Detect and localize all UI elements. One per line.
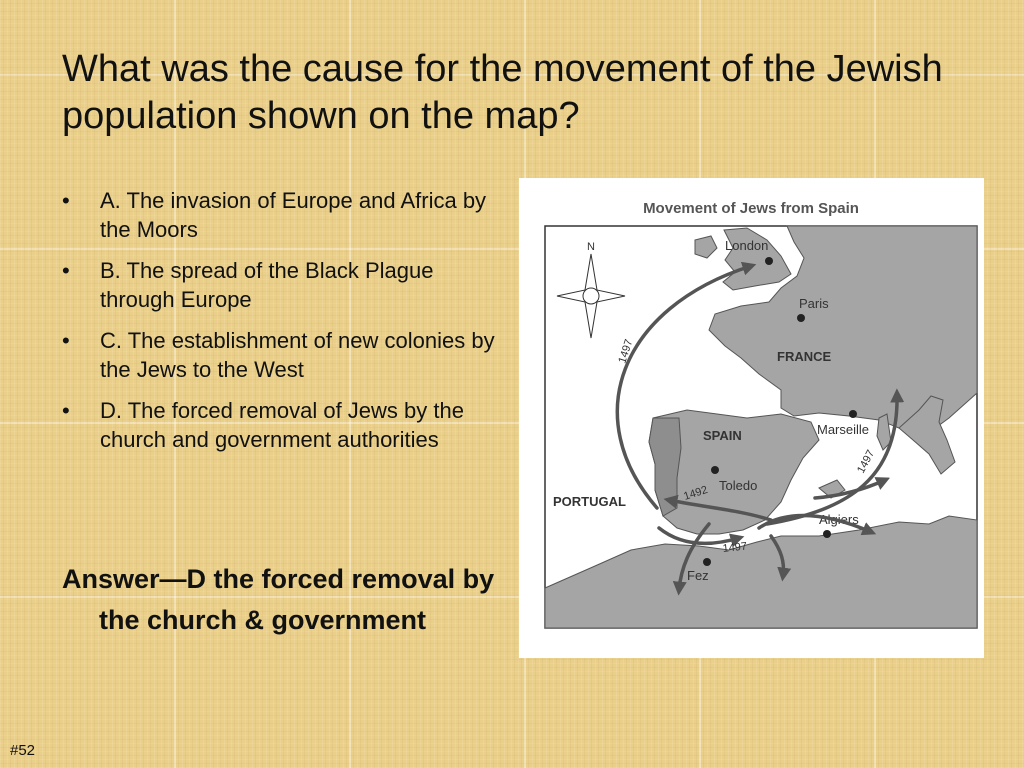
bullet: • — [62, 328, 70, 353]
bullet: • — [62, 398, 70, 423]
label-marseille: Marseille — [817, 422, 870, 437]
label-fez: Fez — [687, 568, 709, 583]
slide-number: #52 — [10, 742, 36, 759]
label-algiers: Algiers — [819, 512, 859, 527]
option-d — [62, 396, 502, 454]
label-portugal: PORTUGAL — [553, 494, 626, 509]
year-to-algiers: 1497 — [722, 540, 748, 555]
option-c-text: C. The establishment of new colonies by the Jews to the West — [100, 328, 495, 382]
option-b — [62, 256, 502, 314]
label-paris: Paris — [799, 296, 829, 311]
label-toledo: Toledo — [719, 478, 758, 493]
option-a-text: A. The invasion of Europe and Africa by the Moors — [100, 188, 487, 242]
answer-options-list — [62, 186, 502, 466]
map-figure — [519, 178, 984, 658]
answer-text: Answer—D the forced removal by the church & government — [62, 564, 495, 635]
label-france: FRANCE — [777, 349, 832, 364]
option-c — [62, 326, 502, 384]
option-b-text: B. The spread of the Black Plague through Europe — [100, 258, 434, 312]
compass-north-label: N — [587, 241, 595, 253]
bullet: • — [62, 258, 70, 283]
bullet: • — [62, 188, 70, 213]
label-london: London — [725, 238, 769, 253]
map-title: Movement of Jews from Spain — [643, 200, 859, 217]
year-to-italy: 1497 — [855, 448, 878, 476]
label-spain: SPAIN — [703, 428, 742, 443]
slide-title: What was the cause for the movement of the Jewish population shown on the map? — [62, 48, 943, 137]
year-to-portugal: 1492 — [682, 483, 710, 503]
year-to-london: 1497 — [616, 337, 636, 365]
option-d-text: D. The forced removal of Jews by the church and government authorities — [100, 398, 464, 452]
option-a — [62, 186, 502, 244]
map-illustration — [519, 178, 984, 658]
